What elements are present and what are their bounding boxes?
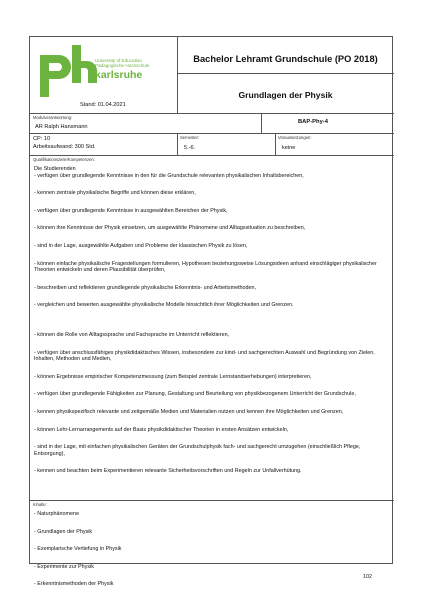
goal-item: - können ihre Kenntnisse der Physik einsetzen, um ausgewählte Phänomene und Alltagssituation zu beschreiben, bbox=[34, 225, 306, 232]
goal-item: - können Ergebnisse empirischer Kompetenzmessung (zum Beispiel zentrale Lernstandserhebungen) interpretieren, bbox=[34, 373, 312, 380]
goal-item: - kennen zentrale physikalische Begriffe und können diese erklären, bbox=[34, 190, 196, 197]
workload-value: Arbeitsaufwand: 300 Std. bbox=[33, 144, 96, 150]
prerequisites-cell bbox=[275, 133, 394, 155]
responsible-label: Modulverantwortung: bbox=[33, 115, 73, 120]
logo-line2: Pädagogische Hochschule bbox=[95, 63, 150, 68]
goal-item: - verfügen über grundlegende Fähigkeiten zur Planung, Gestaltung und Beurteilung von physikbezogenem Unterricht der Grundschule, bbox=[34, 391, 356, 398]
goal-item: - sind in der Lage, ausgewählte Aufgaben und Probleme der klassischen Physik zu lösen, bbox=[34, 242, 248, 249]
content-item: - Grundlagen der Physik bbox=[34, 528, 93, 535]
semester-cell bbox=[177, 133, 275, 155]
goal-item: - kennen physikspezifisch relevante und zeitgemäße Medien und Materialien nutzen und kennen ihre Möglichkeiten und Grenzen, bbox=[34, 408, 344, 415]
goal-item: - können Lehr-Lernarrangements auf der Basis physikdidaktischer Theorien in ersten Ansätzen entwickeln, bbox=[34, 426, 289, 433]
contents-body bbox=[34, 511, 388, 588]
goals-intro: Die Studierenden bbox=[34, 166, 76, 172]
module-code: BAP-Phy-4 bbox=[298, 119, 328, 125]
goal-item: - kennen und beachten beim Experimentieren relevante Sicherheitsvorschriften und Regeln zur Unfallverhütung. bbox=[34, 468, 302, 475]
contents-label: Inhalte: bbox=[33, 502, 47, 507]
content-item: - Exemplarische Vertiefung in Physik bbox=[34, 546, 122, 553]
content-item: - Erkenntnismethoden der Physik bbox=[34, 581, 114, 588]
goal-item: - vergleichen und bewerten ausgewählte physikalische Modelle hinsichtlich ihrer Möglichkeiten und Grenzen. bbox=[34, 302, 294, 309]
responsible-value: AR Ralph Hansmann bbox=[35, 124, 88, 130]
goals-cell bbox=[30, 155, 394, 500]
module-code-cell bbox=[261, 113, 394, 133]
module-title: Grundlagen der Physik bbox=[238, 90, 333, 100]
semester-label: Semester: bbox=[180, 135, 200, 140]
goal-item: - können einfache physikalische Fragestellungen formulieren, Hypothesen beziehungsweise Lösungsideen anhand einschlägiger physikalischer Theorien entwickeln und deren Plausibilität überprüfen, bbox=[34, 260, 377, 274]
goal-item: - sind in der Lage, mit einfachen physikalischen Geräten der Grundschulphysik fach- und sachgerecht umzugehen (einschließlich Pflege, Entsorgung), bbox=[34, 444, 361, 457]
prerequisites-value: keine bbox=[282, 145, 296, 151]
content-item: - Experimente zur Physik bbox=[34, 563, 94, 570]
logo-line1: University of Education bbox=[95, 58, 142, 63]
goal-item: - beschreiben und reflektieren grundlegende physikalische Erkenntnis- und Arbeitsmethoden, bbox=[34, 284, 257, 291]
cp-cell bbox=[30, 133, 177, 155]
page-number: 102 bbox=[363, 574, 372, 580]
program-title: Bachelor Lehramt Grundschule (PO 2018) bbox=[193, 54, 378, 64]
content-item: - Naturphänomene bbox=[34, 511, 79, 517]
ph-logo-icon bbox=[38, 43, 102, 99]
goal-item: - verfügen über grundlegende Kenntnisse in ausgewählten Bereichen der Physik, bbox=[34, 207, 228, 214]
goals-body bbox=[34, 166, 388, 475]
goal-item: - können die Rolle von Alltagssprache und Fachsprache im Unterricht reflektieren, bbox=[34, 331, 230, 338]
goal-item: - verfügen über grundlegende Kenntnisse in den für die Grundschule relevanten physikalischen Inhaltsbereichen, bbox=[34, 172, 304, 179]
responsible-cell bbox=[30, 113, 261, 133]
goal-item: - verfügen über anschlussfähiges physikdidaktisches Wissen, insbesondere zur kind- und sachgerechten Auswahl und Begründung von Zielen, Inhalten, Methoden und Medien, bbox=[34, 349, 375, 363]
prerequisites-label: Voraussetzungen: bbox=[278, 135, 312, 140]
logo-city: karlsruhe bbox=[95, 69, 143, 81]
module-title-cell bbox=[177, 73, 394, 113]
semester-value: 5.-6. bbox=[184, 145, 196, 151]
program-title-cell bbox=[177, 37, 394, 73]
cp-value: CP: 10 bbox=[33, 136, 51, 142]
stand-date: Stand: 01.04.2021 bbox=[80, 102, 126, 108]
goals-label: Qualifikationsziele/Kompetenzen: bbox=[33, 157, 95, 162]
logo-cell bbox=[30, 37, 177, 113]
